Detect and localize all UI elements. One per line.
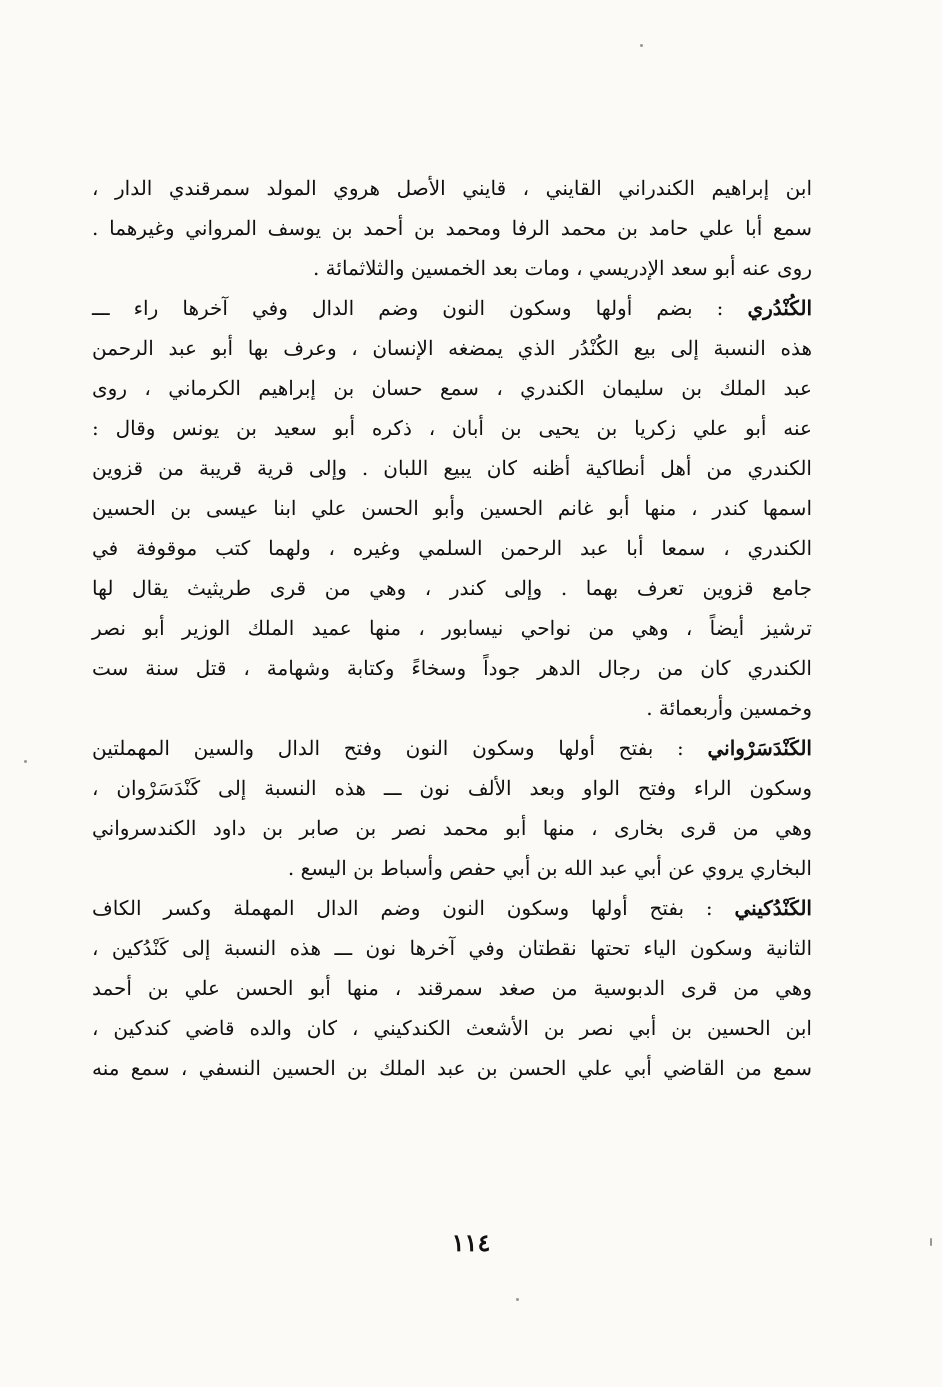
paper-speck	[640, 44, 643, 47]
text-line	[92, 968, 812, 1008]
line-text: الثانية وسكون الياء تحتها نقطتان وفي آخرها نون ـــ هذه النسبة إلى كَنْدُكين ،	[92, 936, 812, 960]
text-line	[92, 688, 812, 728]
text-line	[92, 328, 812, 368]
entry-heading-line	[92, 728, 812, 768]
line-text: روى عنه أبو سعد الإدريسي ، ومات بعد الخمسين والثلاثمائة .	[312, 256, 812, 280]
entry-heading-line	[92, 288, 812, 328]
line-text: : بضم أولها وسكون النون وضم الدال وفي آخرها راء ـــ	[92, 296, 748, 320]
line-text: وخمسين وأربعمائة .	[646, 696, 812, 720]
line-text: جامع قزوين تعرف بهما . وإلى كندر ، وهي من قرى طريثيث يقال لها	[92, 576, 812, 600]
line-text: وهي من قرى بخارى ، منها أبو محمد نصر بن صابر بن داود الكندسرواني	[92, 816, 812, 840]
line-text: سمع من القاضي أبي علي الحسن بن عبد الملك بن الحسين النسفي ، سمع منه	[92, 1056, 812, 1080]
text-line	[92, 528, 812, 568]
entry-heading-line	[92, 888, 812, 928]
text-line	[92, 768, 812, 808]
text-line	[92, 808, 812, 848]
entry-term: الكَنْدَسَرْواني	[707, 736, 812, 760]
text-line	[92, 448, 812, 488]
line-text: وسكون الراء وفتح الواو وبعد الألف نون ـــ هذه النسبة إلى كَنْدَسَرْوان ،	[92, 776, 812, 800]
paper-speck	[24, 760, 27, 763]
text-line	[92, 408, 812, 448]
entry-term: الكُنْدُري	[747, 296, 812, 320]
paper-speck	[516, 1298, 519, 1301]
line-text: : بفتح أولها وسكون النون وضم الدال المهملة وكسر الكاف	[92, 896, 735, 920]
page-number: ١١٤	[451, 1228, 491, 1257]
text-line	[92, 368, 812, 408]
text-line	[92, 928, 812, 968]
text-line	[92, 848, 812, 888]
line-text: سمع أبا علي حامد بن محمد الرفا ومحمد بن أحمد بن يوسف المرواني وغيرهما .	[92, 216, 812, 240]
line-text: الكندري من أهل أنطاكية أظنه كان يبيع اللبان . وإلى قرية قريبة من قزوين	[92, 456, 812, 480]
line-text: ترشيز أيضاً ، وهي من نواحي نيسابور ، منها عميد الملك الوزير أبو نصر	[92, 616, 812, 640]
line-text: عنه أبو علي زكريا بن يحيى بن أبان ، ذكره أبو سعيد بن يونس وقال :	[92, 416, 812, 440]
text-line	[92, 168, 812, 208]
text-line	[92, 568, 812, 608]
page-text	[92, 168, 812, 1088]
line-text: الكندري كان من رجال الدهر جوداً وسخاءً وكتابة وشهامة ، قتل سنة ست	[92, 656, 812, 680]
line-text: اسمها كندر ، منها أبو غانم الحسين وأبو الحسن علي ابنا عيسى بن الحسين	[92, 496, 812, 520]
text-line	[92, 608, 812, 648]
text-line	[92, 1008, 812, 1048]
line-text: ابن الحسين بن أبي نصر بن الأشعث الكندكيني ، كان والده قاضي كندكين ،	[92, 1016, 812, 1040]
line-text: هذه النسبة إلى بيع الكُنْدُر الذي يمضغه الإنسان ، وعرف بها أبو عبد الرحمن	[92, 336, 812, 360]
text-line	[92, 1048, 812, 1088]
line-text: الكندري ، سمعا أبا عبد الرحمن السلمي وغيره ، ولهما كتب موقوفة في	[92, 536, 812, 560]
line-text: ابن إبراهيم الكندراني القايني ، قايني الأصل هروي المولد سمرقندي الدار ،	[92, 176, 812, 200]
text-line	[92, 648, 812, 688]
line-text: البخاري يروي عن أبي عبد الله بن أبي حفص وأسباط بن اليسع .	[287, 856, 812, 880]
text-line	[92, 208, 812, 248]
entry-term: الكَنْدُكيني	[734, 896, 812, 920]
text-line	[92, 488, 812, 528]
line-text: وهي من قرى الدبوسية من صغد سمرقند ، منها أبو الحسن علي بن أحمد	[92, 976, 812, 1000]
paper-speck	[930, 1238, 932, 1246]
text-line	[92, 248, 812, 288]
line-text: عبد الملك بن سليمان الكندري ، سمع حسان بن إبراهيم الكرماني ، روى	[92, 376, 812, 400]
line-text: : بفتح أولها وسكون النون وفتح الدال والسين المهملتين	[92, 736, 708, 760]
